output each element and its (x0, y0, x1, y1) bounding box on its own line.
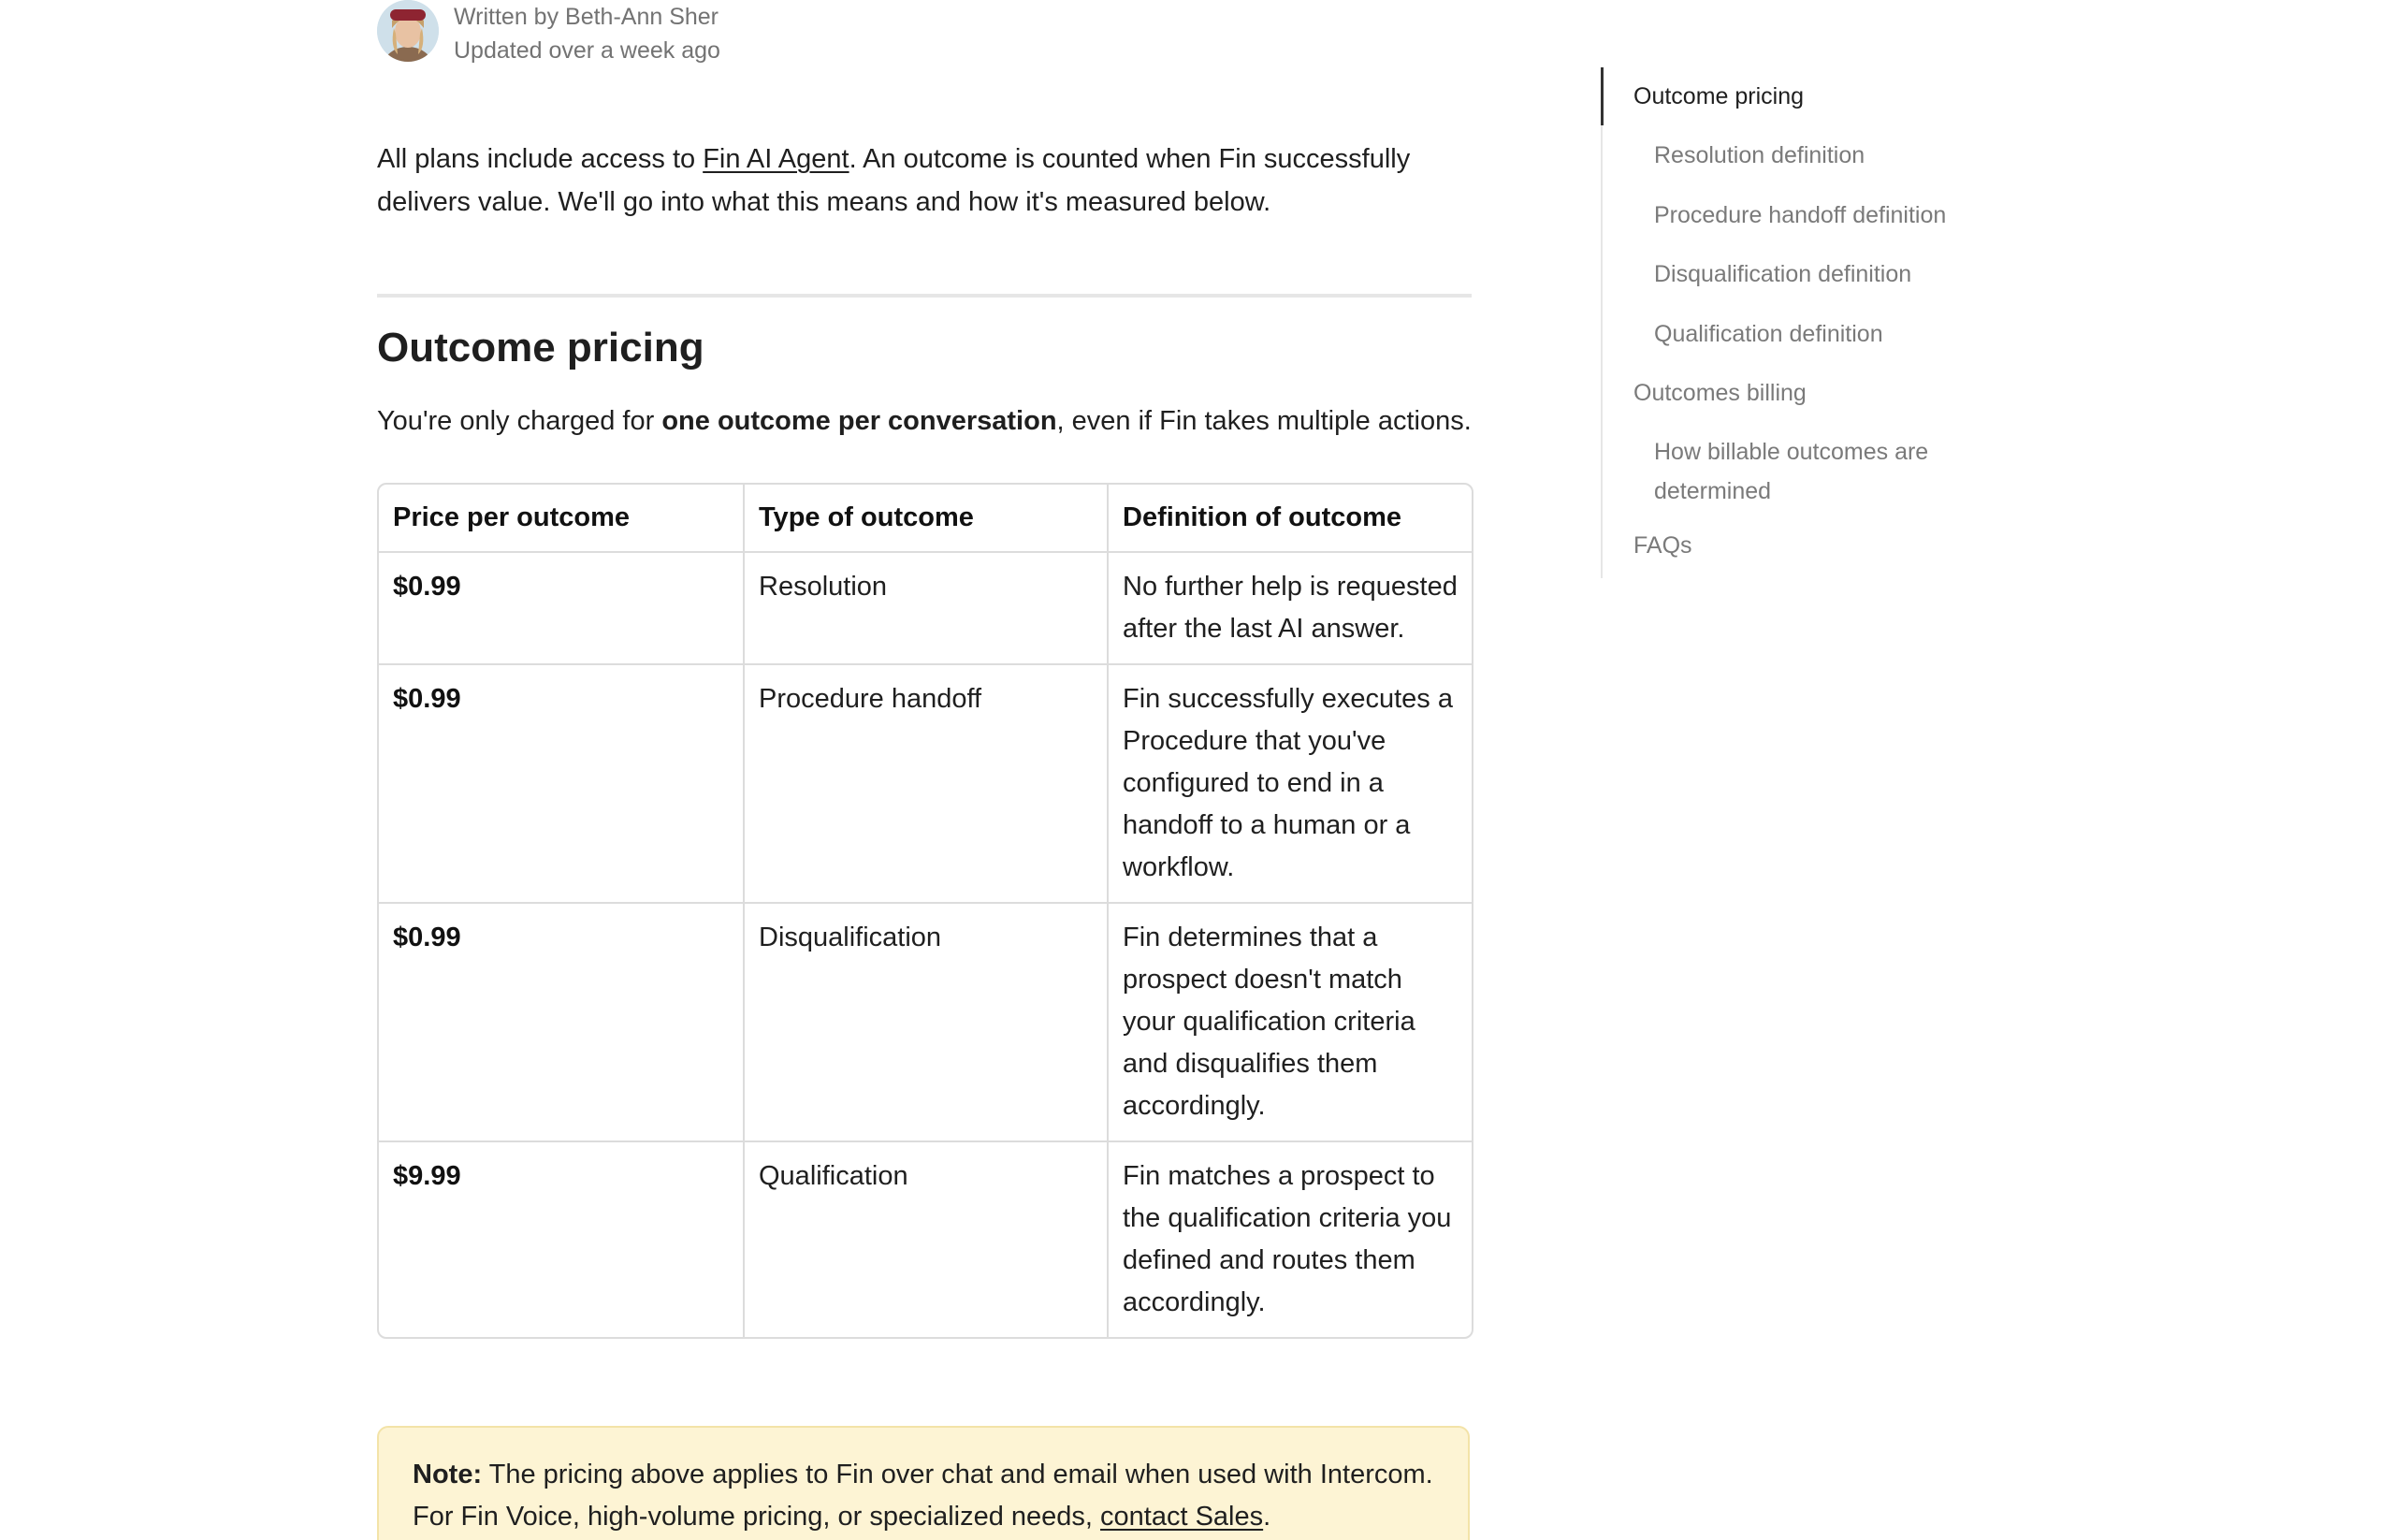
subtitle-prefix: You're only charged for (377, 406, 662, 436)
header-definition: Definition of outcome (1108, 485, 1472, 552)
table-of-contents (1601, 67, 1996, 578)
toc-item-qualification-definition[interactable]: Qualification definition (1654, 321, 1883, 347)
table-row (379, 552, 1472, 664)
contact-sales-link[interactable]: contact Sales (1100, 1502, 1264, 1532)
note-callout (377, 1426, 1470, 1540)
header-price: Price per outcome (379, 485, 744, 552)
intro-suffix: . An outcome is counted when Fin successfully delivers value. We'll go into what this means and how it's measured below. (377, 144, 1411, 217)
definition-cell: Fin matches a prospect to the qualification criteria you defined and routes them accordingly. (1123, 1161, 1452, 1317)
definition-cell: Fin determines that a prospect doesn't match your qualification criteria and disqualifies them accordingly. (1108, 903, 1472, 1141)
type-cell: Resolution (744, 552, 1108, 664)
toc-item-disqualification-definition[interactable]: Disqualification definition (1654, 261, 1912, 287)
definition-cell: No further help is requested after the last AI answer. (1108, 552, 1472, 664)
toc-item-resolution-definition[interactable]: Resolution definition (1654, 142, 1865, 168)
author-written-by: Written by Beth-Ann Sher (454, 4, 719, 30)
type-cell: Procedure handoff (744, 664, 1108, 903)
price-cell: $0.99 (379, 664, 744, 903)
header-type: Type of outcome (744, 485, 1108, 552)
toc-active-indicator (1601, 67, 1604, 125)
section-subtitle (377, 400, 1472, 442)
type-cell: Qualification (744, 1141, 1108, 1337)
table-row (379, 1141, 1472, 1337)
toc-item-outcomes-billing[interactable]: Outcomes billing (1633, 380, 1807, 406)
toc-item-billable-outcomes[interactable]: How billable outcomes are determined (1654, 439, 1929, 504)
definition-cell: Fin successfully executes a Procedure that you've configured to end in a handoff to a human or a workflow. (1108, 664, 1472, 903)
table-row (379, 903, 1472, 1141)
note-text: The pricing above applies to Fin over chat and email when used with Intercom. For Fin Voice, high-volume pricing, or specialized needs, (413, 1460, 1433, 1532)
price-cell: $0.99 (379, 903, 744, 1141)
subtitle-bold: one outcome per conversation (661, 406, 1057, 436)
section-heading: Outcome pricing (377, 325, 704, 370)
intro-paragraph (377, 138, 1472, 224)
table-row (379, 664, 1472, 903)
fin-ai-agent-link[interactable]: Fin AI Agent (703, 144, 849, 174)
price-cell: $9.99 (379, 1141, 744, 1337)
author-header (377, 0, 720, 67)
author-updated: Updated over a week ago (454, 37, 720, 64)
subtitle-suffix: , even if Fin takes multiple actions. (1056, 406, 1472, 436)
pricing-table (377, 483, 1473, 1339)
user-avatar-icon (377, 0, 439, 62)
price-cell: $0.99 (379, 552, 744, 664)
toc-item-outcome-pricing[interactable]: Outcome pricing (1633, 83, 1805, 109)
note-label: Note: (413, 1460, 483, 1489)
toc-item-faqs[interactable]: FAQs (1633, 532, 1692, 559)
section-divider (377, 294, 1472, 298)
table-header-row (379, 485, 1472, 552)
note-end: . (1263, 1502, 1271, 1532)
intro-prefix: All plans include access to (377, 144, 704, 174)
toc-item-procedure-handoff-definition[interactable]: Procedure handoff definition (1654, 202, 1947, 228)
type-cell: Disqualification (744, 903, 1108, 1141)
